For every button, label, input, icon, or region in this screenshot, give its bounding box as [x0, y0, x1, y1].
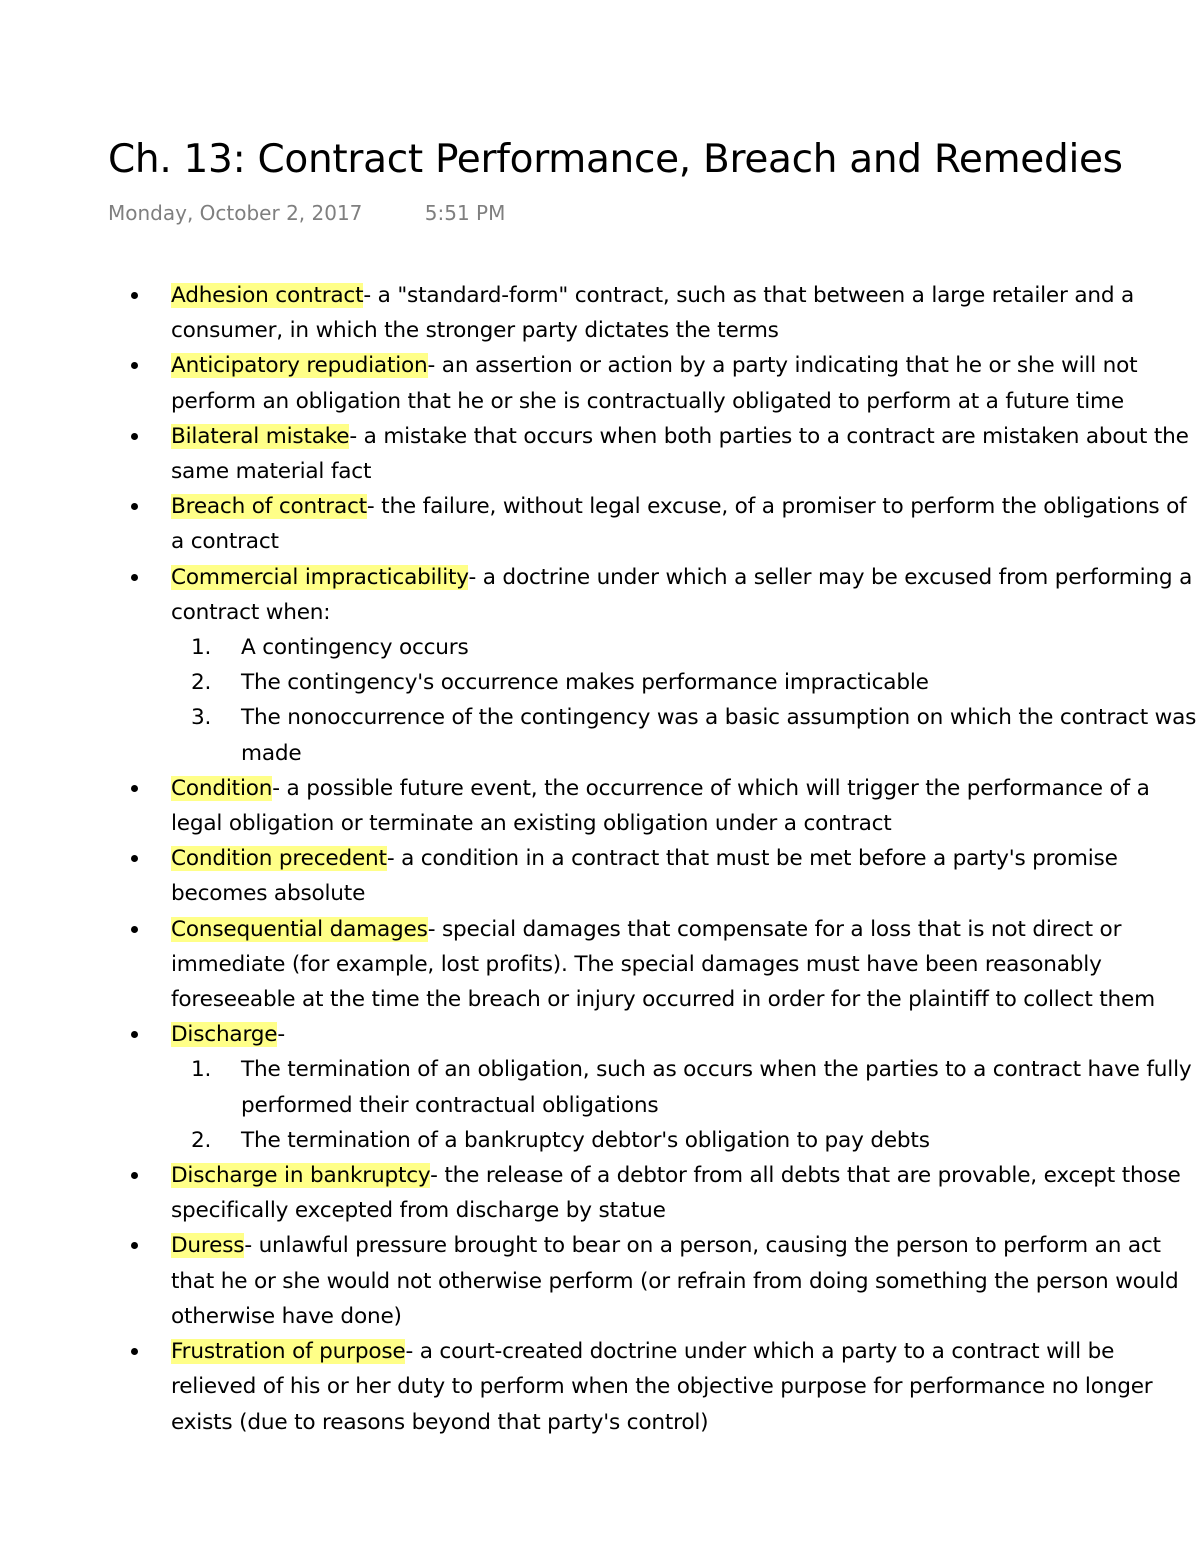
subitem-number: 2. [191, 1127, 212, 1153]
glossary-line [171, 771, 1200, 806]
glossary-line [171, 1405, 1200, 1440]
glossary-definition-text: - an assertion or action by a party indicating that he or she will not [427, 353, 1138, 379]
glossary-definition-text: legal obligation or terminate an existing obligation under a contract [171, 811, 892, 837]
numbered-subitem [171, 700, 1200, 770]
glossary-line [171, 1158, 1200, 1193]
glossary-definition-text: - the failure, without legal excuse, of a promiser to perform the obligations of [366, 494, 1187, 520]
glossary-term: Frustration of purpose [171, 1339, 406, 1365]
glossary-definition-text: specifically excepted from discharge by statue [171, 1198, 666, 1224]
numbered-sublist [171, 630, 1200, 771]
glossary-line [171, 1264, 1200, 1299]
glossary-definition-text: - a "standard-form" contract, such as that between a large retailer and a [363, 283, 1135, 308]
glossary-definition-text: contract when: [171, 599, 331, 625]
subitem-number: 2. [191, 670, 212, 696]
glossary-line [171, 1193, 1200, 1228]
glossary-line [171, 595, 1200, 630]
glossary-definition-text: exists (due to reasons beyond that party's control) [171, 1409, 709, 1435]
subitem-number: 1. [191, 635, 212, 661]
glossary-definition-text: same material fact [171, 459, 372, 485]
glossary-item [171, 1228, 1200, 1334]
numbered-subitem [171, 1123, 1200, 1158]
glossary-line [171, 278, 1200, 313]
glossary-line [171, 1017, 1200, 1052]
glossary-line [171, 560, 1200, 595]
glossary-term: Duress [171, 1233, 245, 1259]
glossary-line [171, 982, 1200, 1017]
glossary-line [171, 841, 1200, 876]
page-title: Ch. 13: Contract Performance, Breach and Remedies [108, 137, 1123, 182]
glossary-line [171, 348, 1200, 383]
glossary-item [171, 1334, 1200, 1440]
glossary-line [171, 806, 1200, 841]
glossary-definition-text: foreseeable at the time the breach or injury occurred in order for the plaintiff to collect them [171, 987, 1155, 1013]
glossary-definition-text: - a condition in a contract that must be met before a party's promise [386, 846, 1118, 872]
glossary-term: Condition [171, 775, 273, 801]
glossary-definition-text: immediate (for example, lost profits). The special damages must have been reasonably [171, 951, 1102, 977]
glossary-list [171, 278, 1200, 1440]
glossary-item [171, 419, 1200, 489]
numbered-sublist [171, 1052, 1200, 1158]
glossary-line [171, 384, 1200, 419]
glossary-definition-text: - a possible future event, the occurrence of which will trigger the performance of a [272, 775, 1150, 801]
glossary-definition-text: consumer, in which the stronger party dictates the terms [171, 318, 779, 344]
subitem-number: 1. [191, 1057, 212, 1083]
glossary-line [171, 1334, 1200, 1369]
subitem-text: made [241, 740, 302, 766]
glossary-item [171, 278, 1200, 348]
numbered-subitem [171, 1052, 1200, 1122]
glossary-item [171, 348, 1200, 418]
glossary-term: Commercial impracticability [171, 564, 469, 590]
glossary-definition-text: - unlawful pressure brought to bear on a person, causing the person to perform an act [244, 1233, 1161, 1259]
glossary-line [171, 1369, 1200, 1404]
glossary-line [171, 947, 1200, 982]
glossary-definition-text: - special damages that compensate for a loss that is not direct or [427, 916, 1122, 942]
glossary-line [171, 454, 1200, 489]
subitem-text: The termination of a bankruptcy debtor's obligation to pay debts [241, 1127, 930, 1153]
page-timestamp [108, 198, 505, 228]
subitem-text: A contingency occurs [241, 635, 469, 661]
glossary-line [171, 1299, 1200, 1334]
page-time: 5:51 PM [424, 201, 506, 225]
glossary-term: Anticipatory repudiation [171, 353, 428, 379]
glossary-line [171, 524, 1200, 559]
glossary-definition-text: that he or she would not otherwise perform (or refrain from doing something the person would [171, 1268, 1179, 1294]
glossary-term: Breach of contract [171, 494, 367, 520]
page-date: Monday, October 2, 2017 [108, 201, 363, 225]
glossary-term: Discharge in bankruptcy [171, 1163, 431, 1189]
glossary-item [171, 771, 1200, 841]
glossary-item [171, 560, 1200, 771]
glossary-term: Discharge [171, 1022, 278, 1048]
subitem-text: The nonoccurrence of the contingency was a basic assumption on which the contract was [241, 705, 1197, 731]
glossary-term: Consequential damages [171, 916, 428, 942]
glossary-definition-text: - a doctrine under which a seller may be excused from performing a [468, 564, 1193, 590]
glossary-line [171, 876, 1200, 911]
glossary-item [171, 841, 1200, 911]
glossary-item [171, 912, 1200, 1018]
glossary-term: Condition precedent [171, 846, 387, 872]
glossary-line [171, 912, 1200, 947]
numbered-subitem [171, 665, 1200, 700]
glossary-line [171, 419, 1200, 454]
glossary-item [171, 1017, 1200, 1158]
glossary-definition-text: perform an obligation that he or she is contractually obligated to perform at a future time [171, 388, 1124, 414]
glossary-line [171, 313, 1200, 348]
glossary-term: Bilateral mistake [171, 423, 350, 449]
glossary-item [171, 489, 1200, 559]
glossary-definition-text: - a mistake that occurs when both parties to a contract are mistaken about the [349, 423, 1189, 449]
subitem-text: performed their contractual obligations [241, 1092, 659, 1118]
numbered-subitem [171, 630, 1200, 665]
glossary-definition-text: - the release of a debtor from all debts that are provable, except those [430, 1163, 1181, 1189]
glossary-definition-text: - a court-created doctrine under which a party to a contract will be [405, 1339, 1115, 1365]
subitem-text: The contingency's occurrence makes performance impracticable [241, 670, 929, 696]
glossary-definition-text: relieved of his or her duty to perform when the objective purpose for performance no longer [171, 1374, 1153, 1400]
glossary-line [171, 1228, 1200, 1263]
glossary-definition-text: a contract [171, 529, 279, 555]
glossary-item [171, 1158, 1200, 1228]
glossary-definition-text: otherwise have done) [171, 1303, 402, 1329]
subitem-number: 3. [191, 705, 212, 731]
glossary-line [171, 489, 1200, 524]
glossary-definition-text: - [277, 1022, 285, 1048]
subitem-text: The termination of an obligation, such as occurs when the parties to a contract have fully [241, 1057, 1192, 1083]
glossary-definition-text: becomes absolute [171, 881, 366, 907]
glossary-term: Adhesion contract [171, 283, 364, 308]
